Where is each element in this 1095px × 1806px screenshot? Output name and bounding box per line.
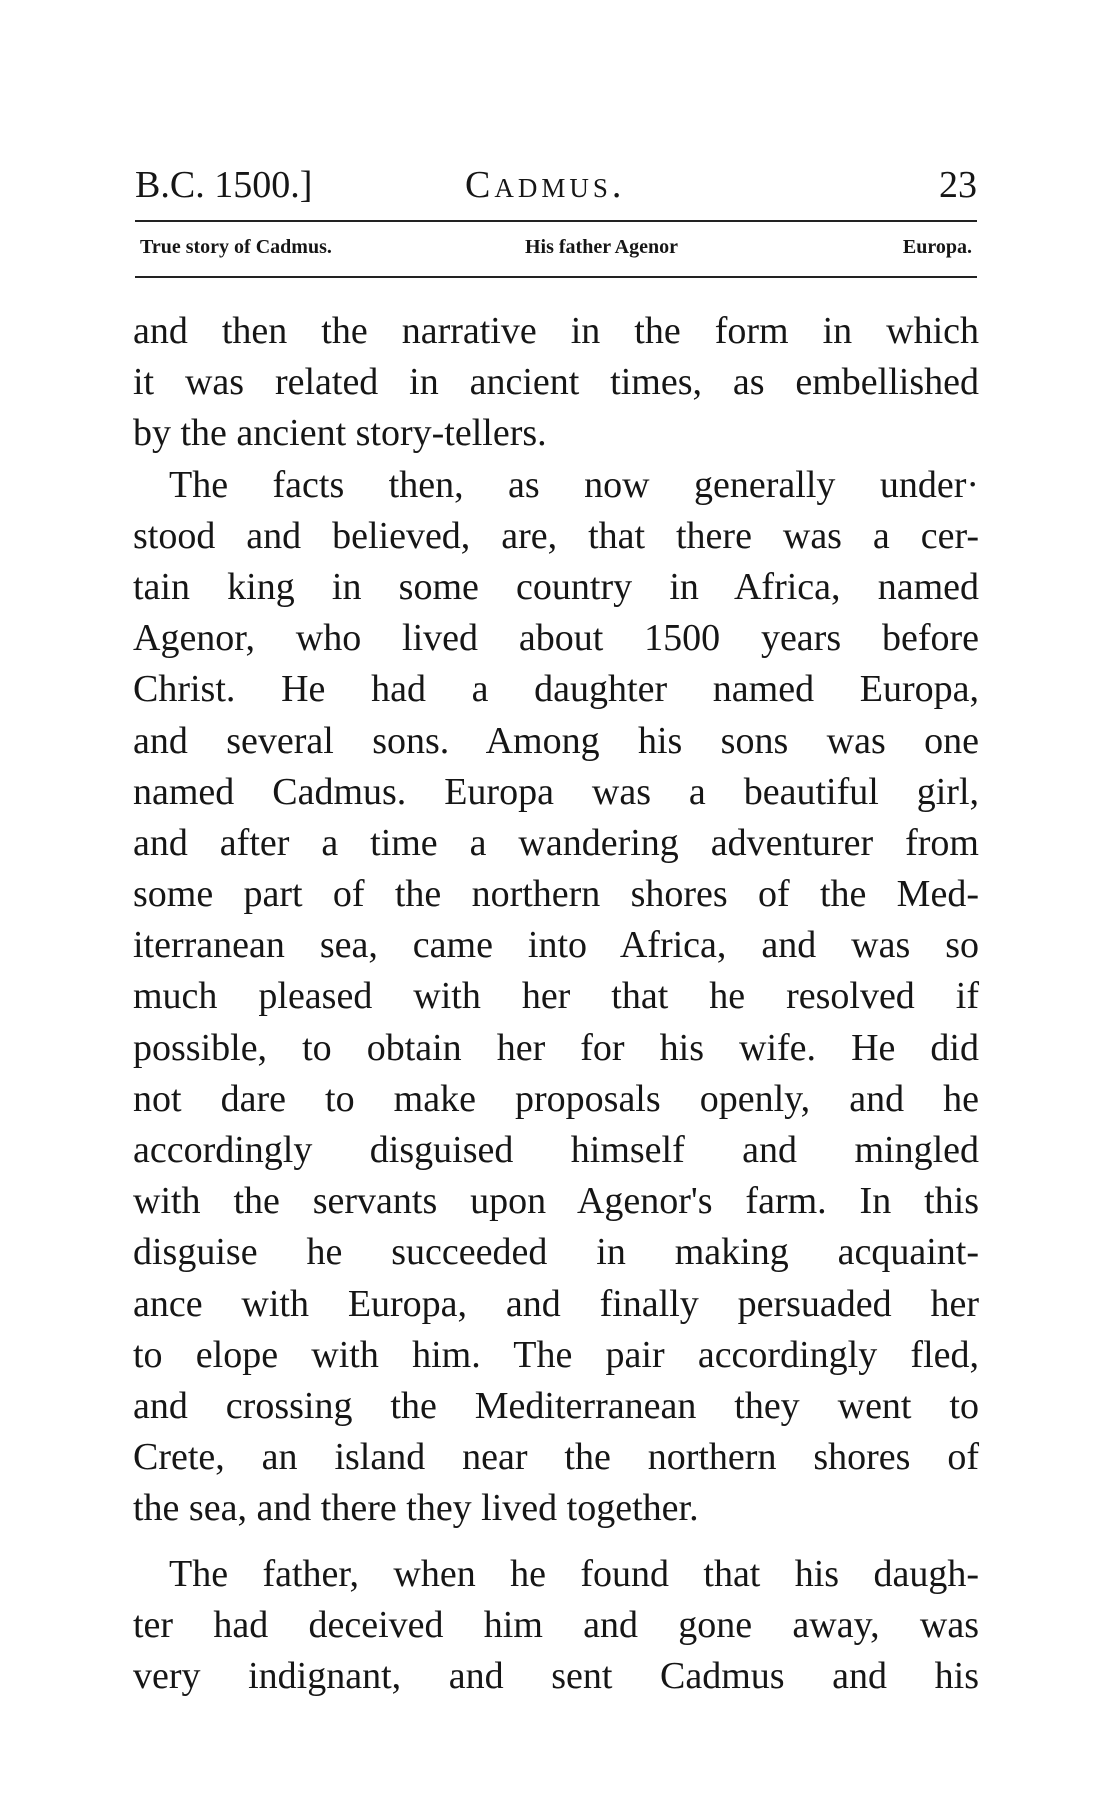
text-line: some part of the northern shores of the Med- — [133, 873, 979, 916]
text-line: tain king in some country in Africa, named — [133, 565, 979, 608]
header-rule-top — [135, 220, 977, 222]
text-line: ance with Europa, and finally persuaded her — [133, 1282, 979, 1325]
text-line: Agenor, who lived about 1500 years before — [133, 617, 979, 660]
subheader-left: True story of Cadmus. — [140, 236, 332, 258]
text-line: much pleased with her that he resolved if — [133, 975, 979, 1018]
text-line: it was related in ancient times, as embellished — [133, 361, 979, 404]
text-line: very indignant, and sent Cadmus and his — [133, 1654, 979, 1697]
text-line: and after a time a wandering adventurer from — [133, 821, 979, 864]
body-text — [133, 306, 979, 1702]
text-line: by the ancient story-tellers. — [133, 412, 547, 455]
text-line: not dare to make proposals openly, and he — [133, 1077, 979, 1120]
text-line: stood and believed, are, that there was a cer- — [133, 514, 979, 557]
paragraph — [133, 306, 979, 460]
text-line: The facts then, as now generally under· — [169, 463, 979, 506]
subheader-center: His father Agenor — [525, 236, 678, 258]
paragraph — [133, 1549, 979, 1703]
header-title: Cadmus. — [465, 164, 626, 206]
text-line: the sea, and there they lived together. — [133, 1487, 699, 1530]
paragraph — [133, 460, 979, 1535]
text-line: with the servants upon Agenor's farm. In this — [133, 1180, 979, 1223]
text-line: possible, to obtain her for his wife. He did — [133, 1026, 979, 1069]
text-line: ter had deceived him and gone away, was — [133, 1603, 979, 1646]
text-line: and several sons. Among his sons was one — [133, 719, 979, 762]
header-rule-bottom — [135, 276, 977, 278]
text-line: and crossing the Mediterranean they went to — [133, 1384, 979, 1427]
running-head — [135, 160, 977, 210]
page-number: 23 — [939, 164, 977, 206]
text-line: accordingly disguised himself and mingled — [133, 1129, 979, 1171]
text-line: Crete, an island near the northern shores of — [133, 1436, 979, 1479]
text-line: named Cadmus. Europa was a beautiful girl, — [133, 770, 979, 813]
text-line: to elope with him. The pair accordingly fled, — [133, 1333, 979, 1376]
header-date: B.C. 1500.] — [135, 164, 313, 206]
text-line: and then the narrative in the form in which — [133, 310, 979, 352]
subheader-right: Europa. — [902, 236, 972, 258]
text-line: The father, when he found that his daugh- — [169, 1552, 979, 1595]
text-line: iterranean sea, came into Africa, and was so — [133, 924, 979, 967]
paragraph-gap — [133, 1535, 979, 1549]
text-line: disguise he succeeded in making acquaint- — [133, 1231, 979, 1274]
text-line: Christ. He had a daughter named Europa, — [133, 668, 979, 711]
subheader — [135, 234, 977, 260]
